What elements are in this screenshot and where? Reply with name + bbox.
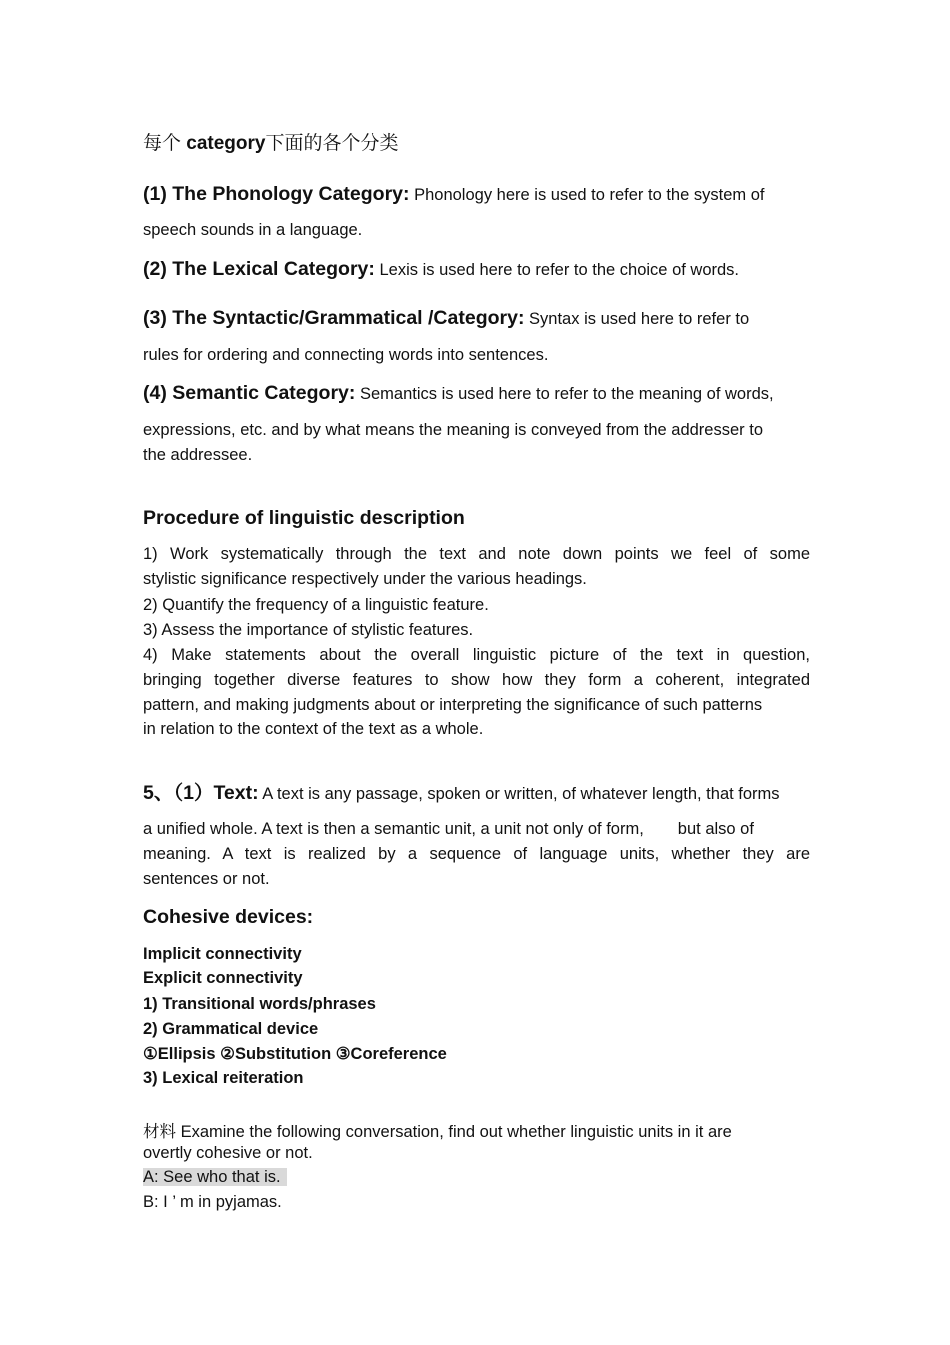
dialogue-b: B: I ’ m in pyjamas. xyxy=(143,1193,282,1211)
text-definition-line3: meaning. A text is realized by a sequence of language units, whether they are xyxy=(143,845,810,863)
text-definition-line4: sentences or not. xyxy=(143,870,270,888)
procedure-line: pattern, and making judgments about or interpreting the significance of such patterns xyxy=(143,696,763,714)
category-4: (4) Semantic Category: Semantics is used here to refer to the meaning of words, xyxy=(143,382,774,404)
category-1-line2: speech sounds in a language. xyxy=(143,221,363,239)
category-2: (2) The Lexical Category: Lexis is used here to refer to the choice of words. xyxy=(143,258,740,280)
cohesive-item: ①Ellipsis ②Substitution ③Coreference xyxy=(143,1045,447,1063)
category-4-line2: expressions, etc. and by what means the meaning is conveyed from the addresser to xyxy=(143,421,763,439)
category-4-line3: the addressee. xyxy=(143,446,253,464)
material-line1: 材料 Examine the following conversation, find out whether linguistic units in it are xyxy=(143,1123,732,1141)
category-3: (3) The Syntactic/Grammatical /Category: Syntax is used here to refer to xyxy=(143,307,750,329)
procedure-line: 3) Assess the importance of stylistic features. xyxy=(143,621,474,639)
procedure-line: 4) Make statements about the overall linguistic picture of the text in question, xyxy=(143,646,810,664)
intro-heading: 每个 category下面的各个分类 xyxy=(143,133,399,154)
material-line2: overtly cohesive or not. xyxy=(143,1144,313,1162)
procedure-line: stylistic significance respectively under the various headings. xyxy=(143,570,587,588)
category-1: (1) The Phonology Category: Phonology here is used to refer to the system of xyxy=(143,183,765,205)
cohesive-title: Cohesive devices: xyxy=(143,906,314,928)
procedure-line: in relation to the context of the text as a whole. xyxy=(143,720,484,738)
procedure-line: bringing together diverse features to show how they form a coherent, integrated xyxy=(143,671,810,689)
procedure-title: Procedure of linguistic description xyxy=(143,507,465,529)
cohesive-item: Implicit connectivity xyxy=(143,945,302,963)
cohesive-item: 2) Grammatical device xyxy=(143,1020,319,1038)
text-definition: 5、（1）Text: A text is any passage, spoken or written, of whatever length, that forms xyxy=(143,782,780,804)
dialogue-a xyxy=(143,1168,287,1187)
cohesive-item: Explicit connectivity xyxy=(143,969,303,987)
category-3-line2: rules for ordering and connecting words into sentences. xyxy=(143,346,549,364)
procedure-line: 1) Work systematically through the text and note down points we feel of some xyxy=(143,545,810,563)
cohesive-item: 1) Transitional words/phrases xyxy=(143,995,376,1013)
cohesive-item: 3) Lexical reiteration xyxy=(143,1069,304,1087)
procedure-line: 2) Quantify the frequency of a linguistic feature. xyxy=(143,596,489,614)
text-definition-line2: a unified whole. A text is then a semantic unit, a unit not only of form, but also of xyxy=(143,820,754,838)
dialogue-a-highlight: A: See who that is. xyxy=(143,1168,287,1186)
